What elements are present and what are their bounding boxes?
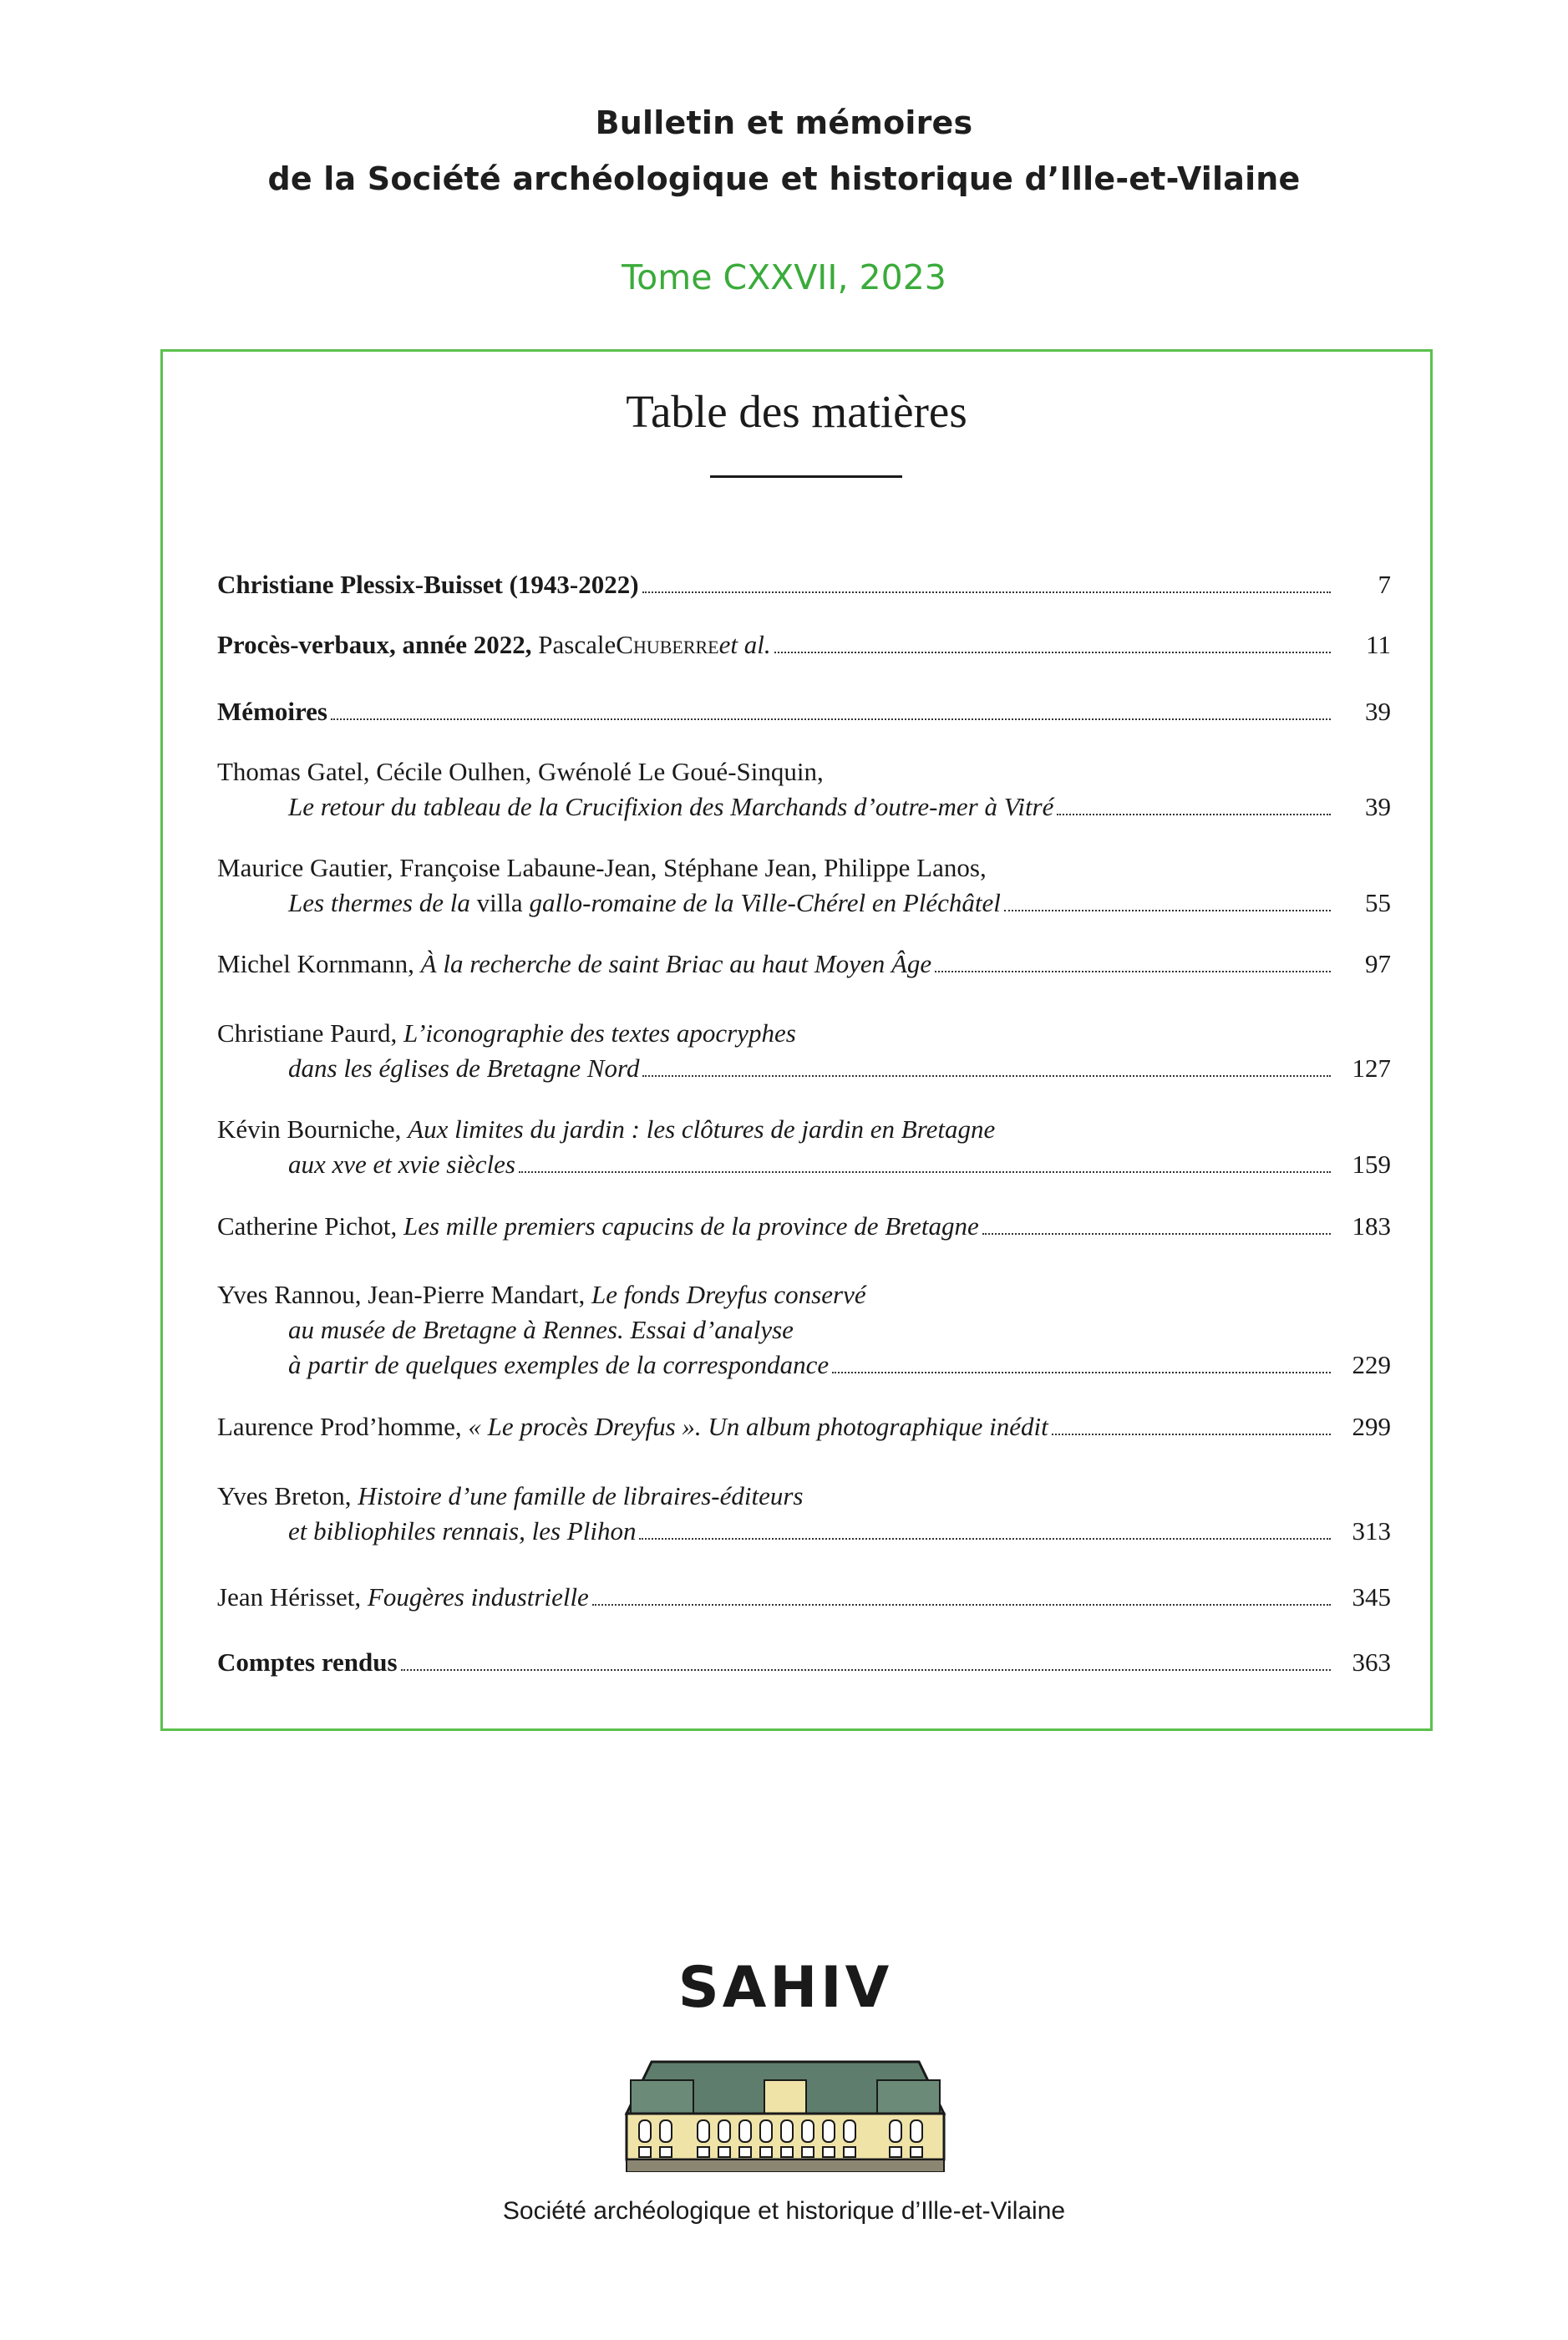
entry-title: Christiane Plessix-Buisset (1943-2022) bbox=[217, 570, 639, 599]
entry-title-cont: aux xve et xvie siècles bbox=[288, 1150, 515, 1179]
entry-author: Pascale bbox=[538, 630, 617, 659]
page-number: 299 bbox=[1352, 1412, 1391, 1441]
dot-leader bbox=[519, 1171, 1331, 1173]
entry-authors: Yves Rannou, Jean-Pierre Mandart, bbox=[217, 1280, 586, 1309]
page-number: 229 bbox=[1352, 1350, 1391, 1379]
toc-title: Table des matières bbox=[626, 386, 967, 437]
entry-authors: Michel Kornmann, bbox=[217, 949, 414, 978]
entry-authors: Laurence Prod’homme, bbox=[217, 1412, 462, 1441]
dot-leader bbox=[642, 591, 1331, 593]
toc-entry bbox=[217, 567, 1391, 602]
entry-authors: Yves Breton, bbox=[217, 1481, 352, 1510]
building-tower-right bbox=[877, 2080, 940, 2114]
toc-entry bbox=[217, 1209, 1391, 1244]
dot-leader bbox=[401, 1669, 1331, 1671]
page-number: 345 bbox=[1352, 1582, 1391, 1612]
journal-subtitle: de la Société archéologique et historique d’Ille-et-Vilaine bbox=[267, 160, 1301, 197]
toc-entry bbox=[217, 1645, 1391, 1680]
dot-leader bbox=[592, 1604, 1331, 1606]
entry-title-rest: gallo-romaine de la Ville-Chérel en Pléchâtel bbox=[529, 888, 1001, 917]
building-base bbox=[627, 2160, 944, 2172]
page-number: 127 bbox=[1352, 1053, 1391, 1083]
section-title: Mémoires bbox=[217, 697, 327, 726]
journal-title: Bulletin et mémoires bbox=[595, 104, 973, 141]
page-number: 159 bbox=[1352, 1150, 1391, 1179]
entry-title: « Le procès Dreyfus ». Un album photographique inédit bbox=[468, 1412, 1048, 1441]
entry-etal: et al. bbox=[718, 630, 771, 659]
dot-leader bbox=[1057, 814, 1331, 815]
building-pediment bbox=[764, 2080, 806, 2114]
dot-leader bbox=[642, 1075, 1331, 1077]
toc-list bbox=[163, 352, 1430, 1728]
toc-entry bbox=[217, 1277, 1391, 1383]
entry-title: Le fonds Dreyfus conservé bbox=[591, 1280, 866, 1309]
logo-text: SAHIV bbox=[677, 1955, 893, 2021]
toc-entry bbox=[217, 1580, 1391, 1615]
entry-title-cont: au musée de Bretagne à Rennes. Essai d’analyse bbox=[288, 1315, 794, 1344]
toc-entry bbox=[217, 947, 1391, 982]
entry-authors: Thomas Gatel, Cécile Oulhen, Gwénolé Le Goué-Sinquin, bbox=[217, 757, 824, 786]
page-number: 11 bbox=[1366, 630, 1391, 659]
dot-leader bbox=[832, 1372, 1331, 1373]
toc-entry bbox=[217, 1016, 1391, 1086]
entry-title-cont: à partir de quelques exemples de la correspondance bbox=[288, 1350, 830, 1379]
toc-entry bbox=[217, 1112, 1391, 1182]
table-of-contents bbox=[160, 349, 1433, 1731]
entry-title-roman: villa bbox=[469, 888, 530, 917]
entry-title: Les mille premiers capucins de la province de Bretagne bbox=[403, 1211, 979, 1241]
entry-title: Les thermes de la bbox=[288, 888, 470, 917]
dot-leader bbox=[1052, 1434, 1331, 1435]
page-number: 7 bbox=[1378, 570, 1391, 599]
toc-entry bbox=[217, 694, 1391, 729]
entry-authors: Catherine Pichot, bbox=[217, 1211, 398, 1241]
entry-title: Histoire d’une famille de libraires-éditeurs bbox=[358, 1481, 804, 1510]
toc-entry bbox=[217, 1479, 1391, 1549]
dot-leader bbox=[639, 1538, 1331, 1540]
building-emblem bbox=[618, 1955, 952, 2172]
dot-leader bbox=[935, 971, 1331, 972]
entry-authors: Jean Hérisset, bbox=[217, 1582, 362, 1612]
page-number: 55 bbox=[1365, 888, 1391, 917]
dot-leader bbox=[982, 1233, 1331, 1235]
entry-title: Aux limites du jardin : les clôtures de jardin en Bretagne bbox=[408, 1114, 996, 1144]
volume-label: Tome CXXVII, 2023 bbox=[622, 257, 946, 297]
dot-leader bbox=[774, 652, 1331, 653]
entry-author-surname: Chuberre bbox=[616, 630, 719, 659]
page-number: 39 bbox=[1365, 792, 1391, 821]
section-title: Comptes rendus bbox=[217, 1647, 398, 1677]
toc-entry bbox=[217, 1409, 1391, 1444]
entry-title: L’iconographie des textes apocryphes bbox=[403, 1018, 796, 1048]
entry-title-cont: et bibliophiles rennais, les Plihon bbox=[288, 1516, 637, 1546]
page-number: 313 bbox=[1352, 1516, 1391, 1546]
toc-entry bbox=[217, 627, 1391, 662]
building-tower-left bbox=[631, 2080, 693, 2114]
page-number: 363 bbox=[1352, 1647, 1391, 1677]
page-number: 39 bbox=[1365, 697, 1391, 726]
entry-authors: Kévin Bourniche, bbox=[217, 1114, 402, 1144]
page-number: 97 bbox=[1365, 949, 1391, 978]
toc-entry bbox=[217, 754, 1391, 825]
page-number: 183 bbox=[1352, 1211, 1391, 1241]
dot-leader bbox=[331, 718, 1331, 720]
entry-authors: Christiane Paurd, bbox=[217, 1018, 398, 1048]
entry-title-cont: dans les églises de Bretagne Nord bbox=[288, 1053, 640, 1083]
dot-leader bbox=[1004, 910, 1331, 911]
entry-title: Fougères industrielle bbox=[367, 1582, 589, 1612]
sahiv-logo bbox=[618, 1955, 952, 2172]
toc-entry bbox=[217, 850, 1391, 921]
entry-title: Procès-verbaux, année 2022, bbox=[217, 630, 532, 659]
entry-title: À la recherche de saint Briac au haut Moyen Âge bbox=[420, 949, 932, 978]
entry-title: Le retour du tableau de la Crucifixion des Marchands d’outre-mer à Vitré bbox=[288, 792, 1054, 821]
entry-authors: Maurice Gautier, Françoise Labaune-Jean, Stéphane Jean, Philippe Lanos, bbox=[217, 853, 987, 882]
logo-caption: Société archéologique et historique d’Ille-et-Vilaine bbox=[502, 2197, 1066, 2225]
